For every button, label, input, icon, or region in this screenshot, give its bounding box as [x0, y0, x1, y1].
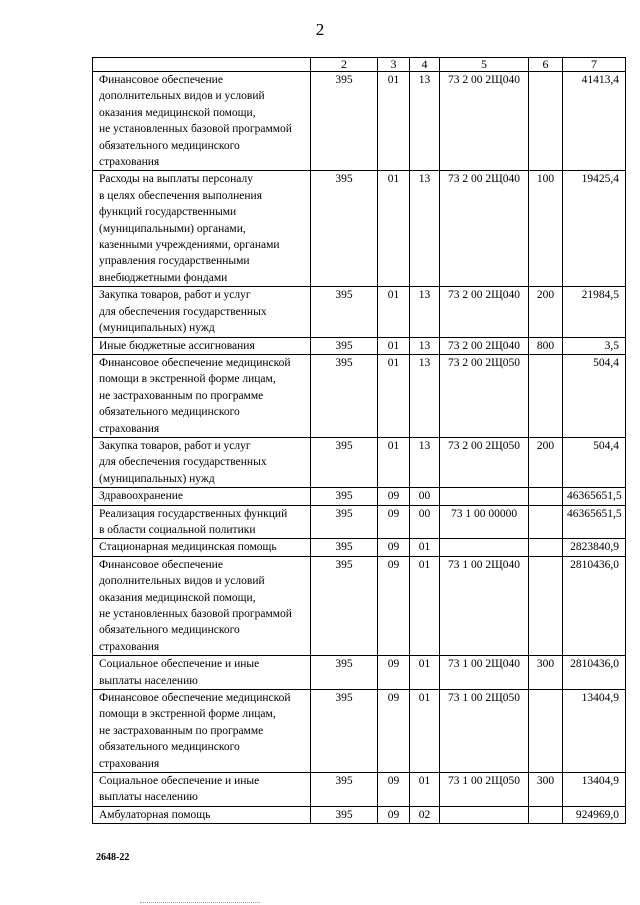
row-c7-cell: 19425,4 [563, 171, 626, 287]
row-c5-cell: 73 2 00 2Щ040 [440, 287, 529, 337]
row-c2-cell: 395 [311, 171, 378, 287]
row-c2-cell: 395 [311, 690, 378, 773]
row-c5-cell [440, 806, 529, 823]
row-c3-cell: 09 [378, 539, 410, 556]
table-header-row [93, 58, 626, 72]
table-row [93, 773, 626, 807]
row-c3-cell: 01 [378, 354, 410, 437]
row-c5-cell: 73 1 00 2Щ040 [440, 556, 529, 655]
row-c4-cell: 00 [410, 505, 440, 539]
header-cell: 5 [440, 58, 529, 72]
row-name-cell: Закупка товаров, работ и услуг для обеспечения государственных (муниципальных) нужд [93, 437, 311, 487]
header-cell: 7 [563, 58, 626, 72]
row-c2-cell: 395 [311, 806, 378, 823]
table-row [93, 656, 626, 690]
row-c5-cell: 73 1 00 00000 [440, 505, 529, 539]
row-c7-cell: 2810436,0 [563, 556, 626, 655]
row-c5-cell: 73 1 00 2Щ050 [440, 773, 529, 807]
row-c3-cell: 09 [378, 656, 410, 690]
row-c4-cell: 13 [410, 354, 440, 437]
row-name-cell: Расходы на выплаты персоналу в целях обеспечения выполнения функций государственными (муниципальными) органами, казенными учреждениями, органами управления государственными внебюджетными фондами [93, 171, 311, 287]
row-name-cell: Стационарная медицинская помощь [93, 539, 311, 556]
header-cell: 6 [529, 58, 563, 72]
row-c3-cell: 01 [378, 72, 410, 171]
row-c7-cell: 46365651,5 [563, 505, 626, 539]
row-c5-cell: 73 2 00 2Щ040 [440, 337, 529, 354]
row-c6-cell: 200 [529, 287, 563, 337]
table-row [93, 539, 626, 556]
row-c2-cell: 395 [311, 337, 378, 354]
row-c5-cell [440, 488, 529, 505]
header-cell-name [93, 58, 311, 72]
table-row [93, 287, 626, 337]
row-c6-cell [529, 539, 563, 556]
row-c4-cell: 13 [410, 287, 440, 337]
row-c6-cell: 300 [529, 656, 563, 690]
row-c7-cell: 13404,9 [563, 690, 626, 773]
row-c7-cell: 13404,9 [563, 773, 626, 807]
row-c7-cell: 2810436,0 [563, 656, 626, 690]
row-name-cell: Здравоохранение [93, 488, 311, 505]
row-c7-cell: 41413,4 [563, 72, 626, 171]
row-c3-cell: 09 [378, 806, 410, 823]
row-name-cell: Амбулаторная помощь [93, 806, 311, 823]
row-c7-cell: 3,5 [563, 337, 626, 354]
table-row [93, 806, 626, 823]
row-c2-cell: 395 [311, 354, 378, 437]
table-row [93, 505, 626, 539]
row-c5-cell [440, 539, 529, 556]
table-row [93, 488, 626, 505]
row-c2-cell: 395 [311, 505, 378, 539]
row-c7-cell: 504,4 [563, 354, 626, 437]
row-c2-cell: 395 [311, 556, 378, 655]
row-c2-cell: 395 [311, 72, 378, 171]
row-name-cell: Финансовое обеспечение медицинской помощи в экстренной форме лицам, не застрахованным по программе обязательного медицинского страхования [93, 354, 311, 437]
row-c2-cell: 395 [311, 773, 378, 807]
row-c7-cell: 21984,5 [563, 287, 626, 337]
row-c4-cell: 01 [410, 539, 440, 556]
row-c4-cell: 13 [410, 72, 440, 171]
page-number: 2 [315, 20, 325, 39]
row-c2-cell: 395 [311, 656, 378, 690]
row-c7-cell: 924969,0 [563, 806, 626, 823]
row-c6-cell [529, 488, 563, 505]
row-c4-cell: 13 [410, 437, 440, 487]
row-c5-cell: 73 2 00 2Щ040 [440, 72, 529, 171]
row-c7-cell: 2823840,9 [563, 539, 626, 556]
table-row [93, 72, 626, 171]
row-name-cell: Финансовое обеспечение медицинской помощи в экстренной форме лицам, не застрахованным по программе обязательного медицинского страхования [93, 690, 311, 773]
row-c2-cell: 395 [311, 287, 378, 337]
row-c6-cell [529, 806, 563, 823]
row-c3-cell: 01 [378, 171, 410, 287]
table-row [93, 337, 626, 354]
row-c4-cell: 01 [410, 773, 440, 807]
page-edge-line [140, 902, 260, 903]
row-c4-cell: 01 [410, 556, 440, 655]
row-c4-cell: 01 [410, 656, 440, 690]
row-c3-cell: 09 [378, 773, 410, 807]
document-code: 2648-22 [96, 852, 130, 863]
table-row [93, 354, 626, 437]
row-c2-cell: 395 [311, 437, 378, 487]
row-c6-cell: 100 [529, 171, 563, 287]
row-c6-cell [529, 354, 563, 437]
row-c3-cell: 09 [378, 556, 410, 655]
row-c5-cell: 73 2 00 2Щ050 [440, 354, 529, 437]
row-name-cell: Финансовое обеспечение дополнительных видов и условий оказания медицинской помощи, не установленных базовой программой обязательного медицинского страхования [93, 556, 311, 655]
row-name-cell: Иные бюджетные ассигнования [93, 337, 311, 354]
row-name-cell: Закупка товаров, работ и услуг для обеспечения государственных (муниципальных) нужд [93, 287, 311, 337]
header-cell: 3 [378, 58, 410, 72]
row-c3-cell: 01 [378, 287, 410, 337]
row-c5-cell: 73 2 00 2Щ040 [440, 171, 529, 287]
row-c6-cell [529, 690, 563, 773]
row-c3-cell: 09 [378, 505, 410, 539]
row-c6-cell: 200 [529, 437, 563, 487]
row-c7-cell: 46365651,5 [563, 488, 626, 505]
row-c4-cell: 13 [410, 337, 440, 354]
row-c4-cell: 00 [410, 488, 440, 505]
row-name-cell: Социальное обеспечение и иные выплаты населению [93, 656, 311, 690]
row-c6-cell [529, 505, 563, 539]
row-c2-cell: 395 [311, 488, 378, 505]
table-row [93, 690, 626, 773]
header-cell: 4 [410, 58, 440, 72]
row-c3-cell: 01 [378, 437, 410, 487]
table-row [93, 556, 626, 655]
row-name-cell: Реализация государственных функций в области социальной политики [93, 505, 311, 539]
row-c3-cell: 09 [378, 488, 410, 505]
table-row [93, 437, 626, 487]
row-c6-cell [529, 72, 563, 171]
row-c5-cell: 73 1 00 2Щ040 [440, 656, 529, 690]
table-row [93, 171, 626, 287]
row-c3-cell: 01 [378, 337, 410, 354]
header-cell: 2 [311, 58, 378, 72]
row-c6-cell [529, 556, 563, 655]
row-c6-cell: 300 [529, 773, 563, 807]
row-c4-cell: 13 [410, 171, 440, 287]
row-c7-cell: 504,4 [563, 437, 626, 487]
row-c2-cell: 395 [311, 539, 378, 556]
row-c4-cell: 01 [410, 690, 440, 773]
row-c4-cell: 02 [410, 806, 440, 823]
budget-table [92, 57, 626, 824]
row-c5-cell: 73 2 00 2Щ050 [440, 437, 529, 487]
row-c5-cell: 73 1 00 2Щ050 [440, 690, 529, 773]
row-c3-cell: 09 [378, 690, 410, 773]
row-name-cell: Социальное обеспечение и иные выплаты населению [93, 773, 311, 807]
row-c6-cell: 800 [529, 337, 563, 354]
row-name-cell: Финансовое обеспечение дополнительных видов и условий оказания медицинской помощи, не установленных базовой программой обязательного медицинского страхования [93, 72, 311, 171]
